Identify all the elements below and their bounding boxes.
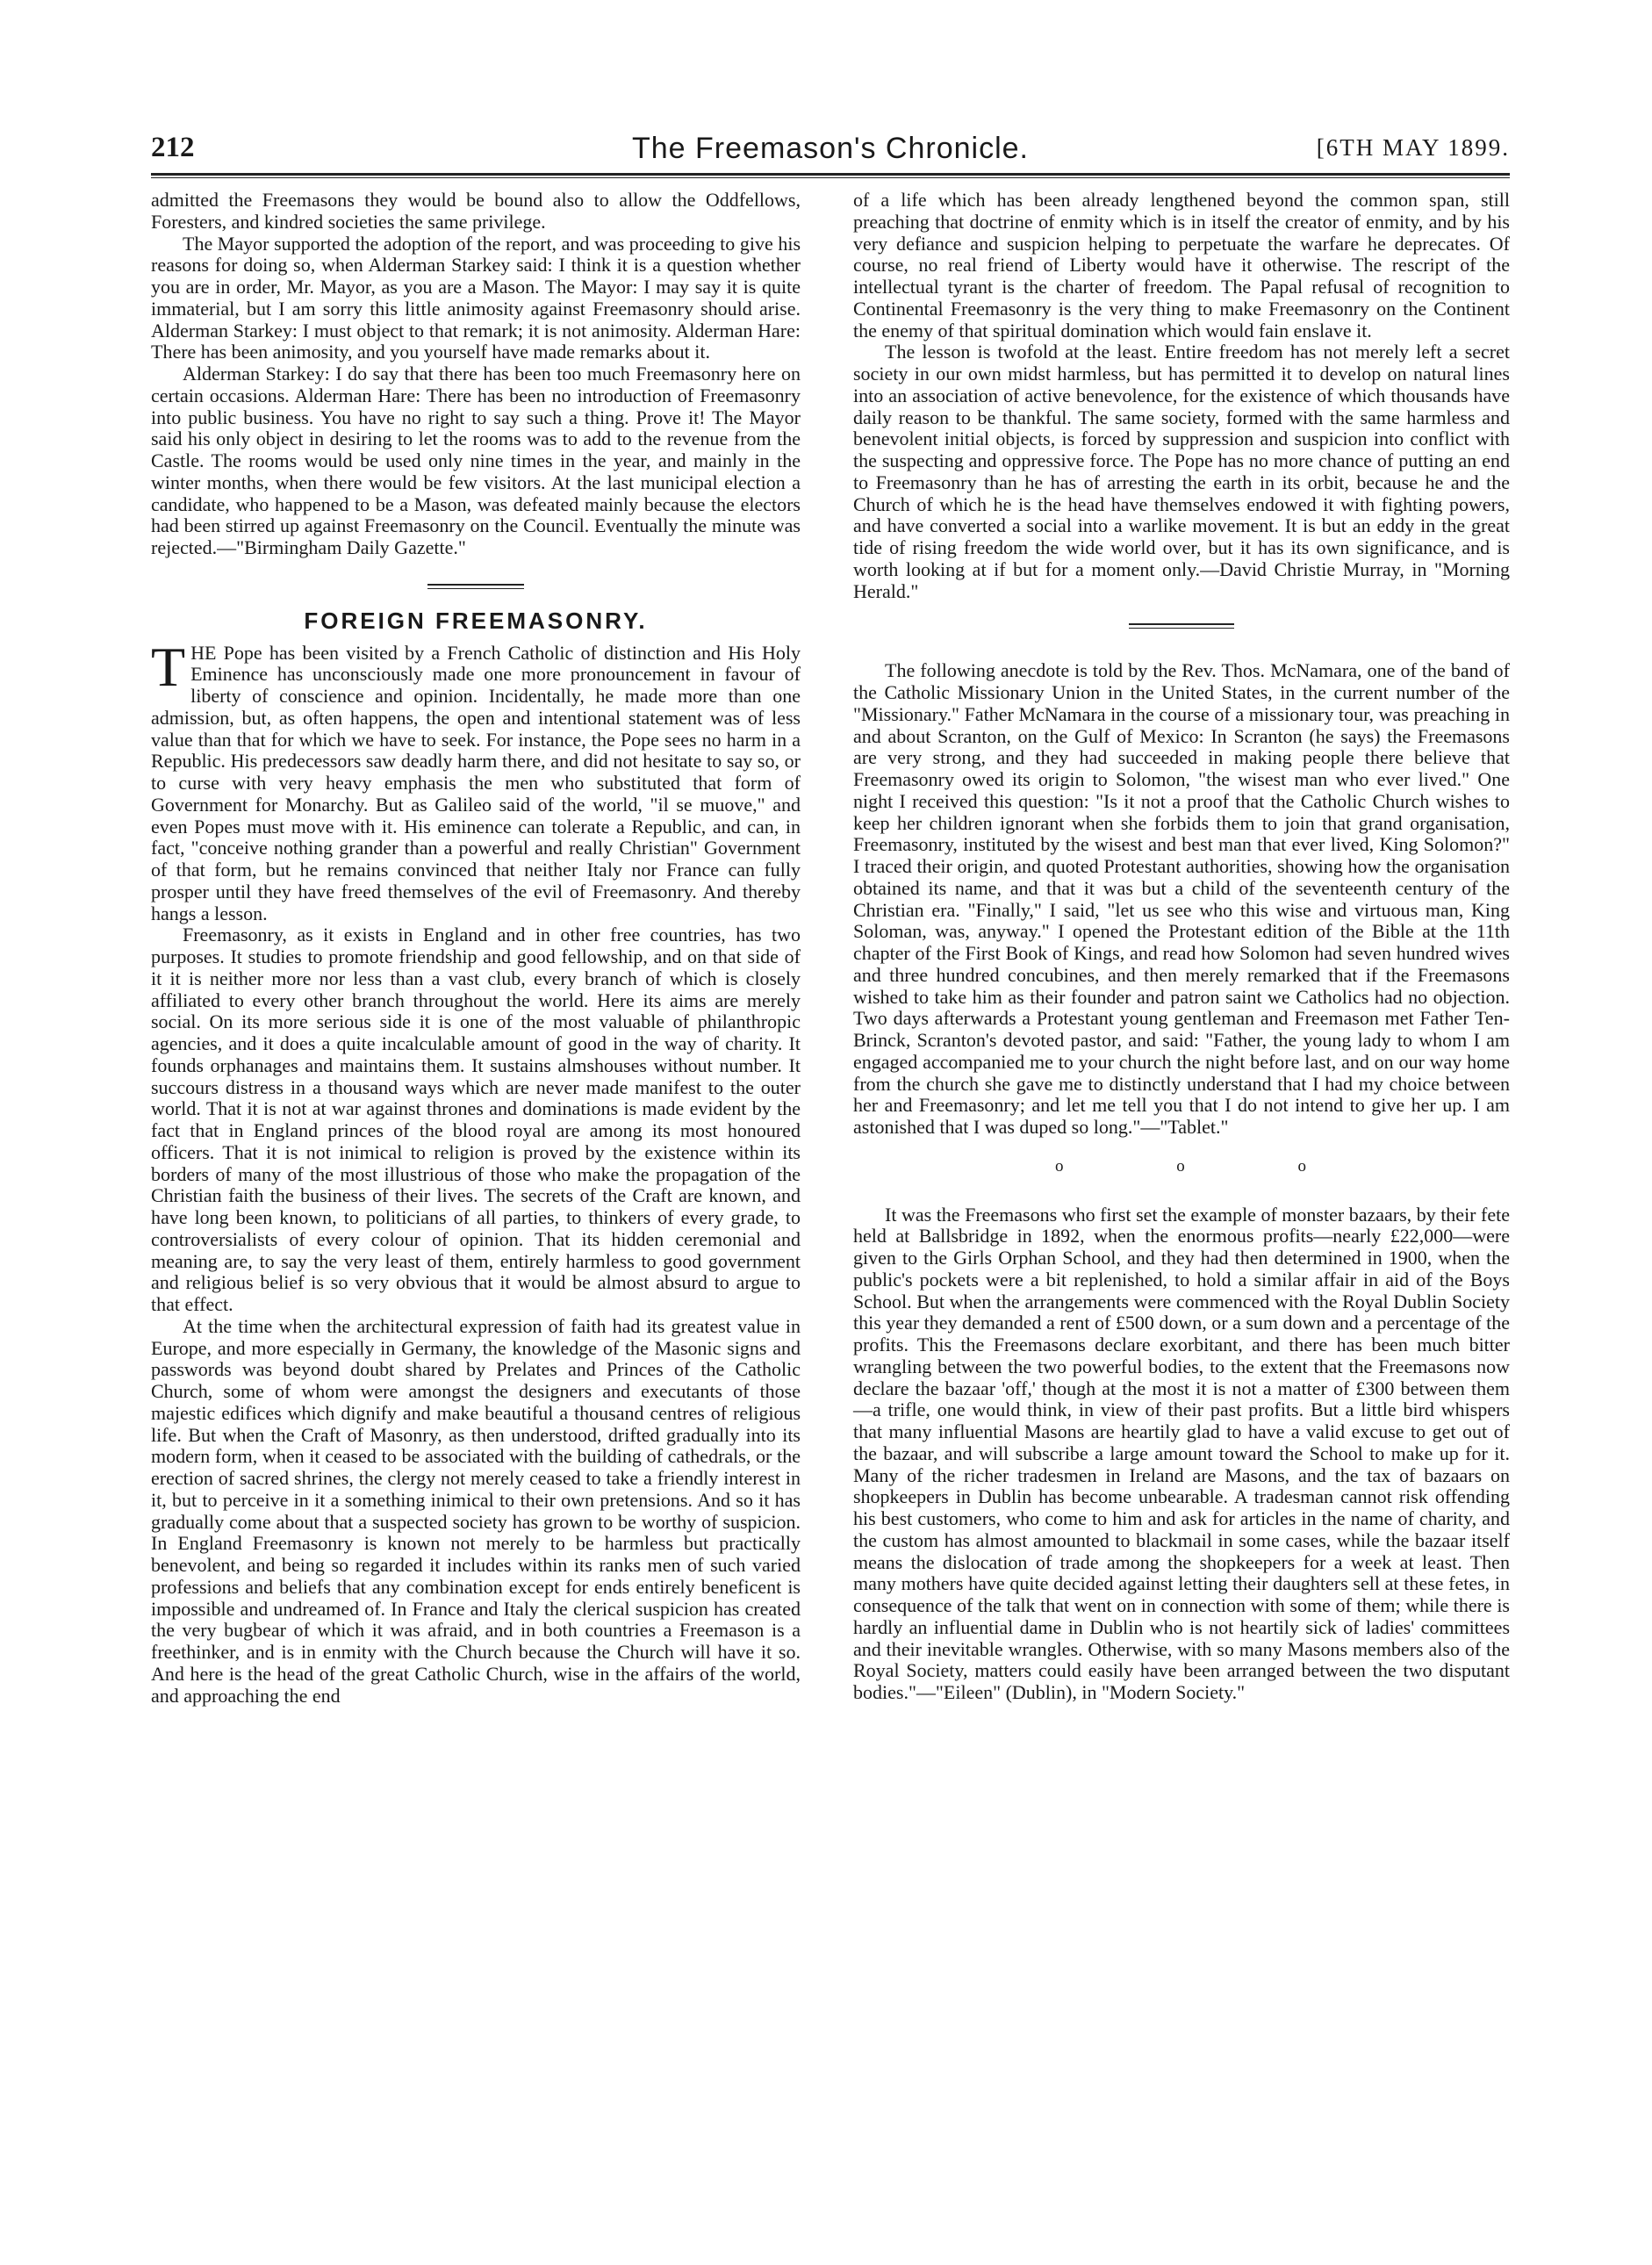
journal-title: The Freemason's Chronicle. (632, 132, 1029, 165)
article-lead-paragraph (151, 635, 801, 925)
header-rule (151, 173, 1510, 178)
article-paragraph: The lesson is twofold at the least. Entire freedom has not merely left a secret society in our own midst harmless, but has permitted it to develop on natural lines into an association of active benevolence, for the existence of which thousands have daily reason to be thankful. The same society, formed with the same harmless and benevolent initial objects, is forced by suppression and suspicion into conflict with the suspecting and oppressive force. The Pope has no more chance of putting an end to Freemasonry than he has of arresting the earth in its orbit, because he and the Church of which he is the head have themselves endowed it with fighting powers, and have converted a social into a warlike movement. It is but an eddy in the great tide of rising freedom the wide world over, but it has its own significance, and is worth looking at if but for a moment only.—David Christie Murray, in "Morning Herald." (853, 341, 1510, 602)
article-paragraph: At the time when the architectural expression of faith had its greatest value in Europe, and more especially in Germany, the knowledge of the Masonic signs and passwords was beyond doubt shared by Prelates and Princes of the Catholic Church, some of whom were amongst the designers and executants of those majestic edifices which dignify and make beautiful a thousand centres of religious life. But when the Craft of Masonry, as then understood, drifted gradually into its modern form, when it ceased to be associated with the building of cathedrals, or the erection of sacred shrines, the clergy not merely ceased to take a friendly interest in it, but to perceive in it a something inimical to their own pretensions. And so it has gradually come about that a suspected society has grown to be worthy of suspicion. In England Freemasonry is known not merely to be harmless but practically benevolent, and being so regarded it includes within its ranks men of such varied professions and beliefs that any combination except for ends entirely beneficent is impossible and undreamed of. In France and Italy the clerical suspicion has created the very bugbear of which it was afraid, and in both countries a Freemason is a freethinker, and is in enmity with the Church because the Church will have it so. And here is the head of the great Catholic Church, wise in the affairs of the world, and approaching the end (151, 1314, 801, 1707)
asterism-divider: o o o (1055, 1156, 1361, 1176)
article-paragraph: of a life which has been already lengthened beyond the common span, still preaching that doctrine of enmity which is in itself the creator of enmity, and by his very defiance and suspicion helping to perpetuate the warfare he deprecates. Of course, no real friend of Liberty would have it otherwise. The rescript of the intellectual tyrant is the charter of freedom. The Papal refusal of recognition to Continental Freemasonry is the very thing to make Freemasonry on the Continent the enemy of that spiritual domination which would fain enslave it. (853, 189, 1510, 342)
drop-cap: T (151, 635, 186, 698)
section-heading: FOREIGN FREEMASONRY. (304, 607, 648, 634)
right-column (853, 190, 1510, 1704)
section-divider (1129, 623, 1234, 629)
page-number: 212 (151, 132, 195, 163)
article-paragraph: Alderman Starkey: I do say that there has been too much Freemasonry here on certain occasions. Alderman Hare: There has been no introduction of Freemasonry into public business. You have no right to say such a thing. Prove it! The Mayor said his only object in desiring to let the rooms was to add to the revenue from the Castle. The rooms would be used only nine times in the year, and mainly in the winter months, when there would be few visitors. At the last municipal election a candidate, who happened to be a Mason, was defeated mainly because the electors had been stirred up against Freemasonry on the Council. Eventually the minute was rejected.—"Birmingham Daily Gazette." (151, 363, 801, 558)
article-paragraph: Freemasonry, as it exists in England and in other free countries, has two purposes. It studies to promote friendship and good fellowship, and on that side of it it is neither more nor less than a vast club, every branch of which is closely affiliated to every other branch throughout the world. Here its aims are merely social. On its more serious side it is one of the most valuable of philanthropic agencies, and it does a quite incalculable amount of good in the way of charity. It founds orphanages and maintains them. It sustains almshouses without number. It succours distress in a thousand ways which are never made manifest to the outer world. That it is not at war against thrones and dominations is made evident by the fact that in England princes of the blood royal are among its most honoured officers. That it is not inimical to religion is proved by the existence within its borders of many of the most illustrious of those who make the propagation of the Christian faith the business of their lives. The secrets of the Craft are known, and have long been known, to politicians of all parties, to thinkers of every grade, to controversialists of every colour of opinion. That its hidden ceremonial and meaning are, to say the very least of them, entirely harmless to good government and religious belief is so very obvious that it would be almost absurd to argue to that effect. (151, 924, 801, 1315)
article-paragraph: admitted the Freemasons they would be bound also to allow the Oddfellows, Foresters, and kindred societies the same privilege. (151, 189, 801, 233)
bazaar-paragraph: It was the Freemasons who first set the example of monster bazaars, by their fete held at Ballsbridge in 1892, when the enormous profits—nearly £22,000—were given to the Girls Orphan School, and they had then determined in 1900, when the public's pockets were a bit replenished, to hold a similar affair in aid of the Boys School. But when the arrangements were commenced with the Royal Dublin Society this year they demanded a rent of £500 down, or a sum down and a percentage of the profits. This the Freemasons declare exorbitant, and there has been much bitter wrangling between the two powerful bodies, to the extent that the Freemasons now declare the bazaar 'off,' though at the most it is not a matter of £300 between them —a trifle, one would think, in view of their past profits. But a little bird whispers that many influential Masons are heartily glad to have a valid excuse to get out of the bazaar, and will subscribe a large amount toward the School to make up for it. Many of the richer tradesmen in Ireland are Masons, and the tax of bazaars on shopkeepers in Dublin has become unbearable. A tradesman cannot risk offending his best customers, who come to him and ask for articles in the name of charity, and the custom has almost amounted to blackmail in some cases, while the bazaar itself means the dislocation of trade among the shopkeepers for a week at least. Then many mothers have quite decided against letting their daughters sell at these fetes, in consequence of the talk that went on in connection with some of them; while there is hardly an influential dame in Dublin who is not heartily sick of ladies' committees and their inevitable wrangles. Otherwise, with so many Masons members also of the Royal Society, matters could easily have been arranged between the two disputant bodies."—"Eileen" (Dublin), in "Modern Society." (853, 1203, 1510, 1703)
running-head (151, 132, 1510, 176)
issue-date: [6TH MAY 1899. (1316, 134, 1510, 161)
article-paragraph: The Mayor supported the adoption of the report, and was proceeding to give his reasons for doing so, when Alderman Starkey said: I think it is a question whether you are in order, Mr. Mayor, as you are a Mason. The Mayor: I may say it is quite immaterial, but I am sorry this little animosity against Freemasonry should arise. Alderman Starkey: I must object to that remark; it is not animosity. Alderman Hare: There has been animosity, and you yourself have made remarks about it. (151, 232, 801, 363)
lead-paragraph-text: HE Pope has been visited by a French Catholic of distinction and His Holy Eminence has unconsciously made one more pronouncement in favour of liberty of conscience and opinion. Incidentally, he made more than one admission, but, as often happens, the open and intentional statement was of less value than that for which we have to seek. For instance, the Pope sees no harm in a Republic. His predecessors saw deadly harm there, and did not hesitate to say so, or to curse with very heavy emphasis the men who substituted that form of Government for Monarchy. But as Galileo said of the world, "il se muove," and even Popes must move with it. His eminence can tolerate a Republic, and can, in fact, "conceive nothing grander than a powerful and really Christian" Government of that form, but he remains convinced that neither Italy nor France can fully prosper until they have freed themselves of the evil of Freemasonry. And thereby hangs a lesson. (151, 641, 801, 924)
section-divider (427, 584, 524, 589)
left-column (151, 190, 801, 1707)
anecdote-paragraph: The following anecdote is told by the Rev. Thos. McNamara, one of the band of the Catholic Missionary Union in the United States, in the current number of the "Missionary." Father McNamara in the course of a missionary tour, was preaching in and about Scranton, on the Gulf of Mexico: In Scranton (he says) the Freemasons are very strong, and they had succeeded in making people there believe that Freemasonry owed its origin to Solomon, "the wisest man who ever lived." One night I received this question: "Is it not a proof that the Catholic Church wishes to keep her children ignorant when she forbids them to join that grand organisation, Freemasonry, instituted by the wisest and best man that ever lived, King Solomon?" I traced their origin, and quoted Protestant authorities, showing how the organisation obtained its name, and that it was but a child of the seventeenth century of the Christian era. "Finally," I said, "let us see who this wise and virtuous man, King Soloman, was, anyway." I opened the Protestant edition of the Bible at the 11th chapter of the First Book of Kings, and read how Solomon had seven hundred wives and three hundred concubines, and then merely remarked that if the Freemasons wished to take him as their founder and patron saint we Catholics had no objection. Two days afterwards a Protestant young gentleman and Freemason met Father Ten-Brinck, Scranton's devoted pastor, and said: "Father, the young lady to whom I am engaged accompanied me to your church the night before last, and on our way home from the church she gave me to distinctly understand that I had my choice between her and Freemasonry; and let me tell you that I do not intend to give her up. I am astonished that I was duped so long."—"Tablet." (853, 659, 1510, 1138)
